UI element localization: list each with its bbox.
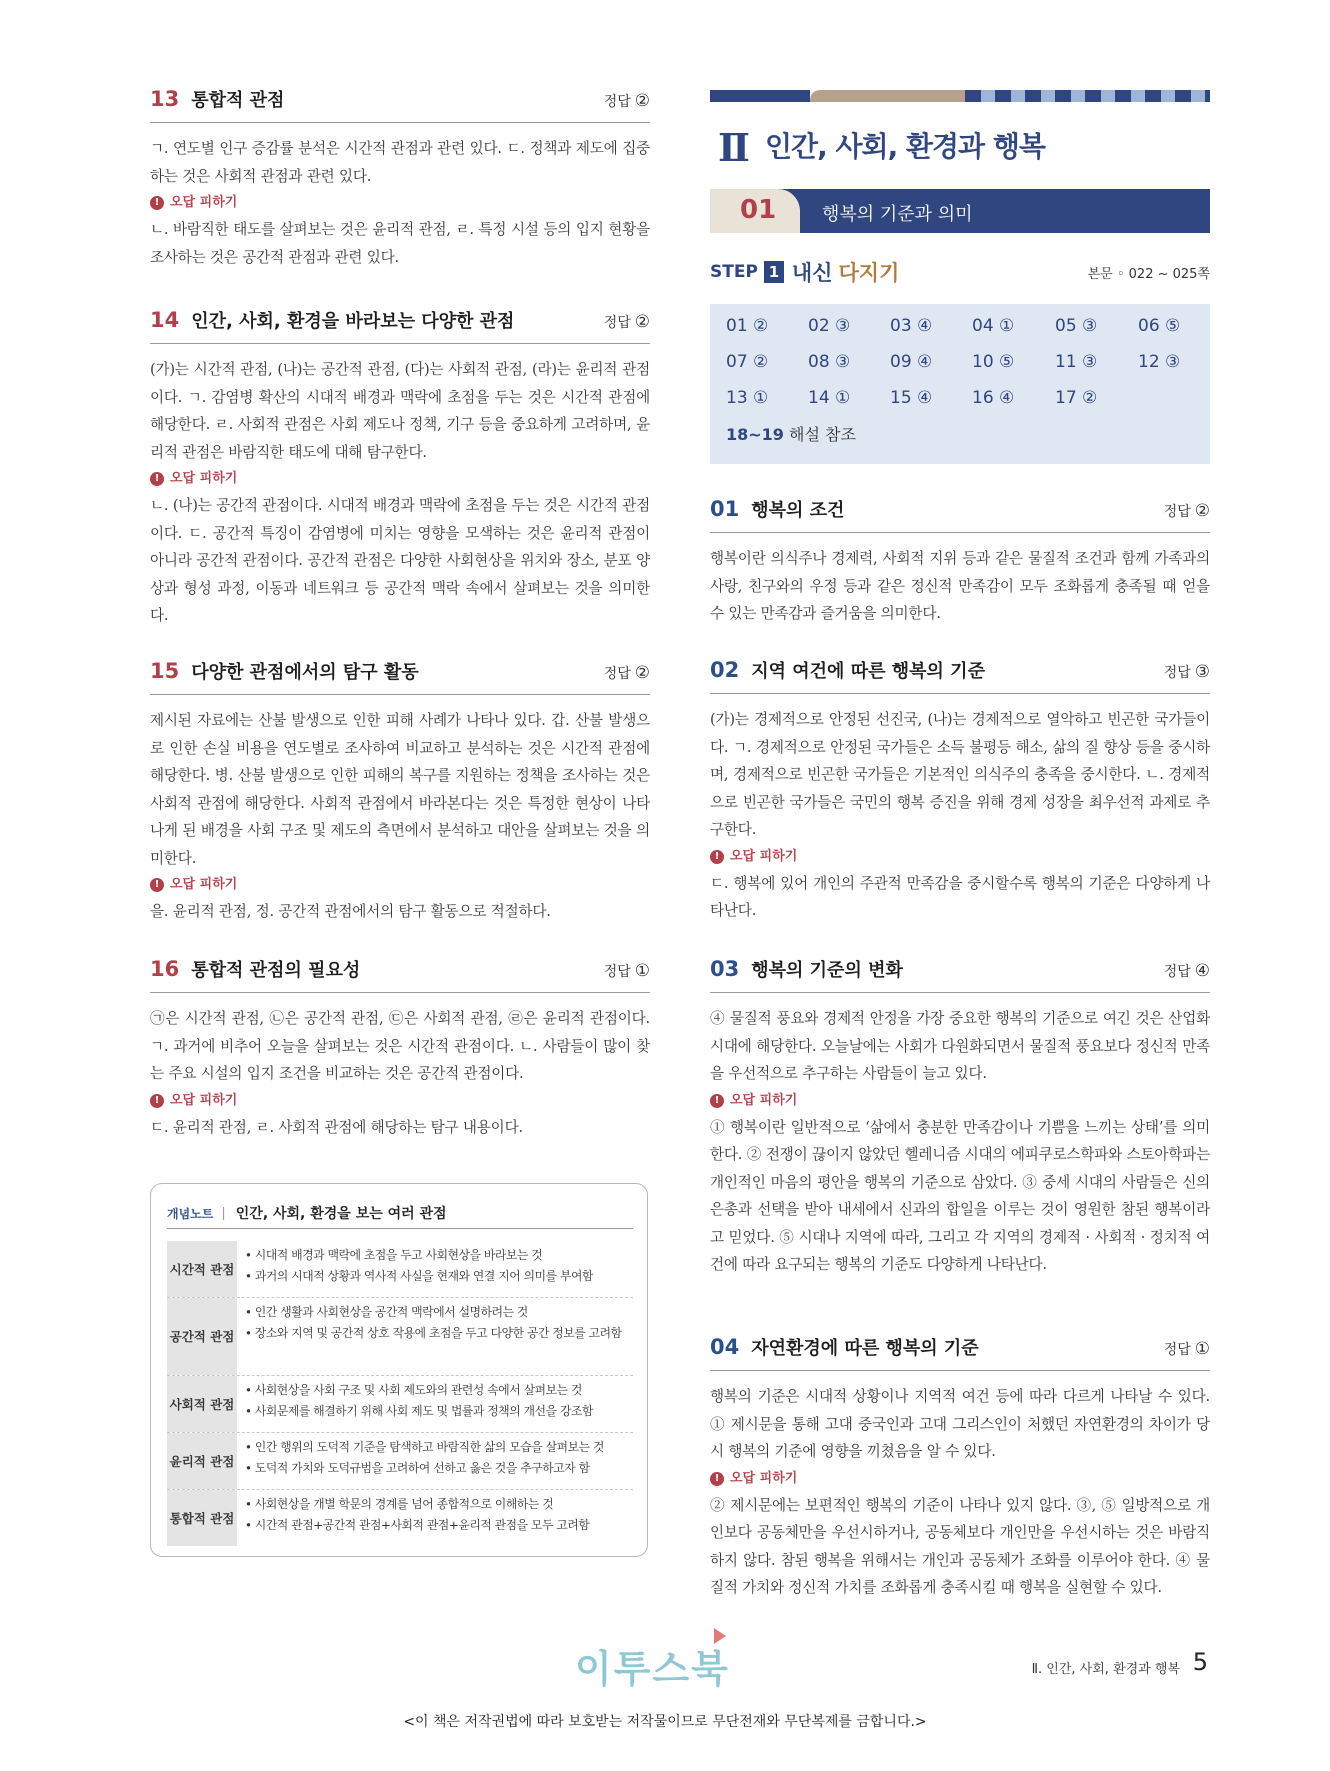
concept-term: 시간적 관점: [167, 1241, 237, 1297]
avoid-wrong-heading: ! 오답 피하기: [710, 844, 1210, 870]
answer-key-reference: 18~19 해설 참조: [726, 425, 856, 444]
answer-mark: ②: [634, 663, 650, 683]
section-title: 자연환경에 따른 행복의 기준: [751, 1338, 979, 1359]
explanation-text: ㉠은 시간적 관점, ㉡은 공간적 관점, ㉢은 사회적 관점, ㉣은 윤리적 관점이다. ㄱ. 과거에 비추어 오늘을 살펴보는 것은 시간적 관점이다. ㄴ. 사람들이 많이 찾는 주요 시설의 입지 조건을 비교하는 것은 공간적 관점이다.: [150, 1010, 650, 1082]
section-15: [150, 658, 650, 926]
answer-mark: ③: [1194, 662, 1210, 682]
avoid-wrong-text: ㄴ. 바람직한 태도를 살펴보는 것은 윤리적 관점, ㄹ. 특정 시설 등의 입지 현황을 조사하는 것은 공간적 관점과 관련 있다.: [150, 221, 650, 266]
concept-term: 공간적 관점: [167, 1298, 237, 1375]
concept-note-header: [167, 1198, 633, 1229]
concept-row: [167, 1298, 633, 1376]
concept-note-table: [167, 1241, 633, 1546]
answer-key-item: 16 ④: [972, 388, 1015, 408]
section-header: [150, 956, 650, 993]
step-title: 내신: [791, 261, 833, 285]
exclamation-icon: !: [710, 1472, 724, 1486]
concept-row: [167, 1241, 633, 1298]
page-number: 5: [1192, 1648, 1208, 1676]
answer-label: 정답 ②: [603, 91, 650, 111]
answer-key-item: 01 ②: [726, 316, 769, 336]
section-header: [150, 658, 650, 695]
exclamation-icon: !: [150, 1094, 164, 1108]
chapter-title: 인간, 사회, 환경과 행복: [765, 130, 1045, 163]
section-04: [710, 1334, 1210, 1602]
answer-key-item: 02 ③: [808, 316, 851, 336]
concept-note-label: 개념노트: [167, 1206, 214, 1221]
concept-item: • 인간 생활과 사회현상을 공간적 맥락에서 설명하려는 것: [245, 1305, 528, 1319]
concept-note-box: [150, 1183, 648, 1557]
answer-label: 정답 ②: [1163, 501, 1210, 521]
concept-item: • 시간적 관점+공간적 관점+사회적 관점+윤리적 관점을 모두 고려함: [245, 1518, 590, 1532]
explanation-text: (가)는 시간적 관점, (나)는 공간적 관점, (다)는 사회적 관점, (라)는 윤리적 관점이다. ㄱ. 감염병 확산의 시대적 배경과 맥락에 초점을 두는 것은 시간적 관점에 해당한다. ㄹ. 사회적 관점은 사회 제도나 정책, 기구 등을 중요하게 고려하며, 윤리적 관점은 바람직한 태도에 대해 탐구한다.: [150, 361, 650, 461]
answer-mark: ①: [634, 961, 650, 981]
section-number: 13: [150, 87, 180, 111]
section-title: 다양한 관점에서의 탐구 활동: [191, 662, 419, 683]
answer-key-grid: [710, 304, 1210, 464]
avoid-wrong-heading: ! 오답 피하기: [150, 466, 650, 492]
logo-flag-icon: [714, 1628, 726, 1644]
avoid-wrong-text: ② 제시문에는 보편적인 행복의 기준이 나타나 있지 않다. ③, ⑤ 일방적으로 개인보다 공동체만을 우선시하거나, 공동체보다 개인만을 우선시하는 것은 바람직하지 않다. 참된 행복을 위해서는 개인과 공동체가 조화를 이루어야 한다. ④ 물질적 가치와 정신적 가치를 조화롭게 충족시킬 때 행복을 실현할 수 있다.: [710, 1496, 1210, 1596]
concept-term: 윤리적 관점: [167, 1433, 237, 1489]
unit-number: 01: [740, 195, 777, 225]
concept-item: • 시대적 배경과 맥락에 초점을 두고 사회현상을 바라보는 것: [245, 1248, 543, 1262]
section-number: 15: [150, 659, 180, 683]
exclamation-icon: !: [150, 472, 164, 486]
answer-key-item: 06 ⑤: [1138, 316, 1181, 336]
answer-key-item: 03 ④: [890, 316, 933, 336]
section-title: 인간, 사회, 환경을 바라보는 다양한 관점: [191, 311, 515, 332]
avoid-wrong-heading: ! 오답 피하기: [150, 190, 650, 216]
answer-mark: ④: [1194, 961, 1210, 981]
answer-label: 정답 ②: [603, 663, 650, 683]
answer-key-item: 08 ③: [808, 352, 851, 372]
page-reference: 본문 ◦ 022 ~ 025쪽: [1087, 266, 1210, 282]
answer-key-item: 11 ③: [1055, 352, 1098, 372]
explanation-text: ㄱ. 연도별 인구 증감률 분석은 시간적 관점과 관련 있다. ㄷ. 정책과 제도에 집중하는 것은 사회적 관점과 관련 있다.: [150, 140, 650, 185]
answer-label: 정답 ①: [1163, 1339, 1210, 1359]
concept-item: • 과거의 시대적 상황과 역사적 사실을 현재와 연결 지어 의미를 부여함: [245, 1269, 593, 1283]
avoid-wrong-heading: ! 오답 피하기: [150, 872, 650, 898]
copyright-notice: <이 책은 저작권법에 따라 보호받는 저작물이므로 무단전재와 무단복제를 금합니다.>: [403, 1714, 927, 1730]
exclamation-icon: !: [150, 196, 164, 210]
section-title: 행복의 조건: [751, 500, 845, 521]
answer-key-item: 12 ③: [1138, 352, 1181, 372]
concept-item: • 사회현상을 사회 구조 및 사회 제도와의 관련성 속에서 살펴보는 것: [245, 1383, 582, 1397]
section-header: [150, 307, 650, 344]
concept-item: • 사회문제를 해결하기 위해 사회 제도 및 법률과 정책의 개선을 강조함: [245, 1404, 593, 1418]
exclamation-icon: !: [150, 878, 164, 892]
section-number: 14: [150, 308, 180, 332]
explanation-text: 행복이란 의식주나 경제력, 사회적 지위 등과 같은 물질적 조건과 함께 가족과의 사랑, 친구와의 우정 등과 같은 정신적 만족감이 모두 조화롭게 충족될 때 얻을 수 있는 만족감과 즐거움을 의미한다.: [710, 550, 1210, 622]
unit-title: 행복의 기준과 의미: [822, 204, 973, 225]
section-number: 01: [710, 497, 740, 521]
exclamation-icon: !: [710, 850, 724, 864]
answer-label: 정답 ①: [603, 961, 650, 981]
section-title: 통합적 관점의 필요성: [191, 960, 361, 981]
answer-mark: ①: [1194, 1339, 1210, 1359]
unit-header: [710, 189, 1210, 233]
explanation-text: (가)는 경제적으로 안정된 선진국, (나)는 경제적으로 열악하고 빈곤한 국가들이다. ㄱ. 경제적으로 안정된 국가들은 소득 불평등 해소, 삶의 질 향상 등을 중시하며, 경제적으로 빈곤한 국가들은 기본적인 의식주의 충족을 중시한다. ㄴ. 경제적으로 빈곤한 국가들은 국민의 행복 증진을 위해 경제 성장을 최우선적 과제로 추구한다.: [710, 711, 1210, 838]
section-01: [710, 496, 1210, 628]
section-number: 02: [710, 658, 740, 682]
explanation-text: ④ 물질적 풍요와 경제적 안정을 가장 중요한 행복의 기준으로 여긴 것은 산업화 시대에 해당한다. 오늘날에는 사회가 다원화되면서 물질적 풍요보다 정신적 만족을 우선적으로 추구하는 사람들이 늘고 있다.: [710, 1010, 1210, 1082]
section-number: 16: [150, 957, 180, 981]
section-header: [150, 86, 650, 123]
avoid-wrong-heading: ! 오답 피하기: [150, 1088, 650, 1114]
answer-key-item: 15 ④: [890, 388, 933, 408]
concept-item: • 사회현상을 개별 학문의 경계를 넘어 종합적으로 이해하는 것: [245, 1497, 554, 1511]
footer-chapter: Ⅱ. 인간, 사회, 환경과 행복: [1031, 1662, 1180, 1677]
answer-key-item: 10 ⑤: [972, 352, 1015, 372]
concept-term: 통합적 관점: [167, 1490, 237, 1546]
answer-label: 정답 ③: [1163, 662, 1210, 682]
answer-key-item: 14 ①: [808, 388, 851, 408]
avoid-wrong-text: ㄷ. 행복에 있어 개인의 주관적 만족감을 중시할수록 행복의 기준은 다양하게 나타난다.: [710, 874, 1210, 919]
answer-label: 정답 ④: [1163, 961, 1210, 981]
answer-mark: ②: [634, 91, 650, 111]
section-number: 04: [710, 1335, 740, 1359]
section-title: 행복의 기준의 변화: [751, 960, 903, 981]
concept-note-title: 인간, 사회, 환경을 보는 여러 관점: [235, 1206, 447, 1222]
section-03: [710, 956, 1210, 1279]
section-header: [710, 956, 1210, 993]
section-16: [150, 956, 650, 1141]
answer-key-item: 17 ②: [1055, 388, 1098, 408]
step-label: STEP: [710, 262, 758, 282]
answer-key-item: 13 ①: [726, 388, 769, 408]
answer-key-item: 07 ②: [726, 352, 769, 372]
avoid-wrong-heading: ! 오답 피하기: [710, 1466, 1210, 1492]
answer-mark: ②: [634, 312, 650, 332]
concept-item: • 장소와 지역 및 공간적 상호 작용에 초점을 두고 다양한 공간 정보를 고려함: [245, 1326, 622, 1340]
section-title: 지역 여건에 따른 행복의 기준: [751, 661, 985, 682]
avoid-wrong-text: ① 행복이란 일반적으로 ‘삶에서 충분한 만족감이나 기쁨을 느끼는 상태’를 의미한다. ② 전쟁이 끊이지 않았던 헬레니즘 시대의 에피쿠로스학파와 스토아학파는 개인적인 마음의 평안을 행복의 기준으로 삼았다. ③ 중세 시대의 사람들은 신의 은총과 선택을 받아 내세에서 신과의 합일을 이루는 것이 영원한 참된 행복이라고 믿었다. ⑤ 시대나 지역에 따라, 그리고 각 지역의 경제적 · 사회적 · 정치적 여건에 따라 요구되는 행복의 기준도 다양하게 나타난다.: [710, 1118, 1210, 1273]
concept-item: • 도덕적 가치와 도덕규범을 고려하여 선하고 옳은 것을 추구하고자 함: [245, 1461, 590, 1475]
section-title: 통합적 관점: [191, 90, 285, 111]
explanation-text: 행복의 기준은 시대적 상황이나 지역적 여건 등에 따라 다르게 나타날 수 있다. ① 제시문을 통해 고대 중국인과 고대 그리스인이 처했던 자연환경의 차이가 당시 행복의 기준에 영향을 끼쳤음을 알 수 있다.: [710, 1388, 1210, 1460]
concept-row: [167, 1433, 633, 1490]
answer-mark: ②: [1194, 501, 1210, 521]
section-13: [150, 86, 650, 271]
concept-row: [167, 1490, 633, 1546]
answer-label: 정답 ②: [603, 312, 650, 332]
explanation-text: 제시된 자료에는 산불 발생으로 인한 피해 사례가 나타나 있다. 갑. 산불 발생으로 인한 손실 비용을 연도별로 조사하여 비교하고 분석하는 것은 시간적 관점에 해당한다. 병. 산불 발생으로 인한 피해의 복구를 지원하는 정책을 조사하는 것은 사회적 관점에 해당한다. 사회적 관점에서 바라본다는 것은 특정한 현상이 나타나게 된 배경을 사회 구조 및 제도의 측면에서 분석하고 대안을 살펴보는 것을 의미한다.: [150, 712, 650, 867]
section-number: 03: [710, 957, 740, 981]
section-02: [710, 657, 1210, 925]
answer-key-item: 04 ①: [972, 316, 1015, 336]
step-number: 1: [764, 261, 784, 283]
step-title-accent: 다지기: [838, 261, 900, 285]
avoid-wrong-heading: ! 오답 피하기: [710, 1088, 1210, 1114]
answer-key-item: 05 ③: [1055, 316, 1098, 336]
section-header: [710, 496, 1210, 533]
chapter-decoration-bar: [710, 90, 1210, 102]
avoid-wrong-text: ㄷ. 윤리적 관점, ㄹ. 사회적 관점에 해당하는 탐구 내용이다.: [150, 1118, 523, 1136]
concept-item: • 인간 행위의 도덕적 기준을 탐색하고 바람직한 삶의 모습을 살펴보는 것: [245, 1440, 604, 1454]
publisher-logo: 이투스북: [575, 1647, 730, 1691]
avoid-wrong-text: 을. 윤리적 관점, 정. 공간적 관점에서의 탐구 활동으로 적절하다.: [150, 903, 551, 920]
concept-row: [167, 1376, 633, 1433]
answer-key-item: 09 ④: [890, 352, 933, 372]
chapter-number: Ⅱ: [718, 125, 751, 170]
concept-term: 사회적 관점: [167, 1376, 237, 1432]
section-14: [150, 307, 650, 630]
divider: |: [221, 1205, 226, 1221]
avoid-wrong-text: ㄴ. (나)는 공간적 관점이다. 시대적 배경과 맥락에 초점을 두는 것은 시간적 관점이다. ㄷ. 공간적 특징이 감염병에 미치는 영향을 모색하는 것은 윤리적 관점이 아니라 공간적 관점이다. 공간적 관점은 다양한 사회현상을 위치와 장소, 분포 양상과 형성 과정, 이동과 네트워크 등 공간적 맥락 속에서 살펴보는 것을 의미한다.: [150, 497, 650, 624]
section-header: [710, 657, 1210, 694]
step-header: [710, 258, 1210, 286]
section-header: [710, 1334, 1210, 1371]
exclamation-icon: !: [710, 1094, 724, 1108]
